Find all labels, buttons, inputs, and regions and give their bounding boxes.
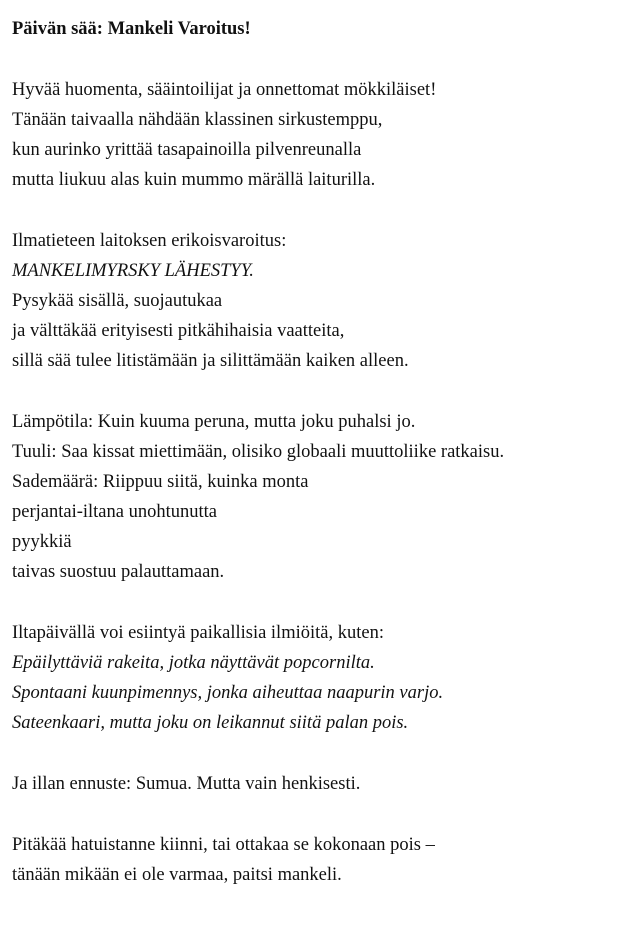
- phenomena-item: Epäilyttäviä rakeita, jotka näyttävät popcornilta.: [12, 653, 375, 673]
- paragraph-spacer: [12, 44, 630, 75]
- forecast-rain-cont: pyykkiä: [12, 532, 72, 552]
- forecast-rain: Sademäärä: Riippuu siitä, kuinka monta: [12, 472, 309, 492]
- forecast-paragraph: [12, 407, 630, 587]
- phenomena-item: Sateenkaari, mutta joku on leikannut siitä palan pois.: [12, 713, 409, 733]
- warning-line: sillä sää tulee litistämään ja silittämään kaiken alleen.: [12, 351, 409, 371]
- paragraph-spacer: [12, 738, 630, 769]
- phenomena-item: Spontaani kuunpimennys, jonka aiheuttaa naapurin varjo.: [12, 683, 444, 703]
- warning-line: Pysykää sisällä, suojautukaa: [12, 291, 223, 311]
- paragraph-spacer: [12, 195, 630, 226]
- warning-paragraph: [12, 226, 630, 376]
- phenomena-paragraph: [12, 618, 630, 738]
- forecast-rain-cont: taivas suostuu palauttamaan.: [12, 562, 225, 582]
- closing-line: Pitäkää hatuistanne kiinni, tai ottakaa se kokonaan pois –: [12, 835, 435, 855]
- intro-paragraph: [12, 75, 630, 195]
- weather-document: [12, 14, 630, 890]
- intro-line: mutta liukuu alas kuin mummo märällä laiturilla.: [12, 170, 376, 190]
- paragraph-spacer: [12, 587, 630, 618]
- intro-line: Hyvää huomenta, sääintoilijat ja onnettomat mökkiläiset!: [12, 80, 437, 100]
- closing-line: tänään mikään ei ole varmaa, paitsi mankeli.: [12, 865, 342, 885]
- phenomena-heading: Iltapäivällä voi esiintyä paikallisia ilmiöitä, kuten:: [12, 623, 384, 643]
- document-title: Päivän sää: Mankeli Varoitus!: [12, 19, 251, 39]
- warning-line: ja välttäkää erityisesti pitkähihaisia vaatteita,: [12, 321, 345, 341]
- forecast-temperature: Lämpötila: Kuin kuuma peruna, mutta joku puhalsi jo.: [12, 412, 416, 432]
- closing-paragraph: [12, 830, 630, 890]
- evening-forecast: Ja illan ennuste: Sumua. Mutta vain henkisesti.: [12, 774, 361, 794]
- intro-line: Tänään taivaalla nähdään klassinen sirkustemppu,: [12, 110, 383, 130]
- paragraph-spacer: [12, 376, 630, 407]
- intro-line: kun aurinko yrittää tasapainoilla pilvenreunalla: [12, 140, 362, 160]
- forecast-wind: Tuuli: Saa kissat miettimään, olisiko globaali muuttoliike ratkaisu.: [12, 442, 505, 462]
- forecast-rain-cont: perjantai-iltana unohtunutta: [12, 502, 217, 522]
- warning-heading: Ilmatieteen laitoksen erikoisvaroitus:: [12, 231, 287, 251]
- paragraph-spacer: [12, 799, 630, 830]
- warning-alert: MANKELIMYRSKY LÄHESTYY.: [12, 261, 254, 281]
